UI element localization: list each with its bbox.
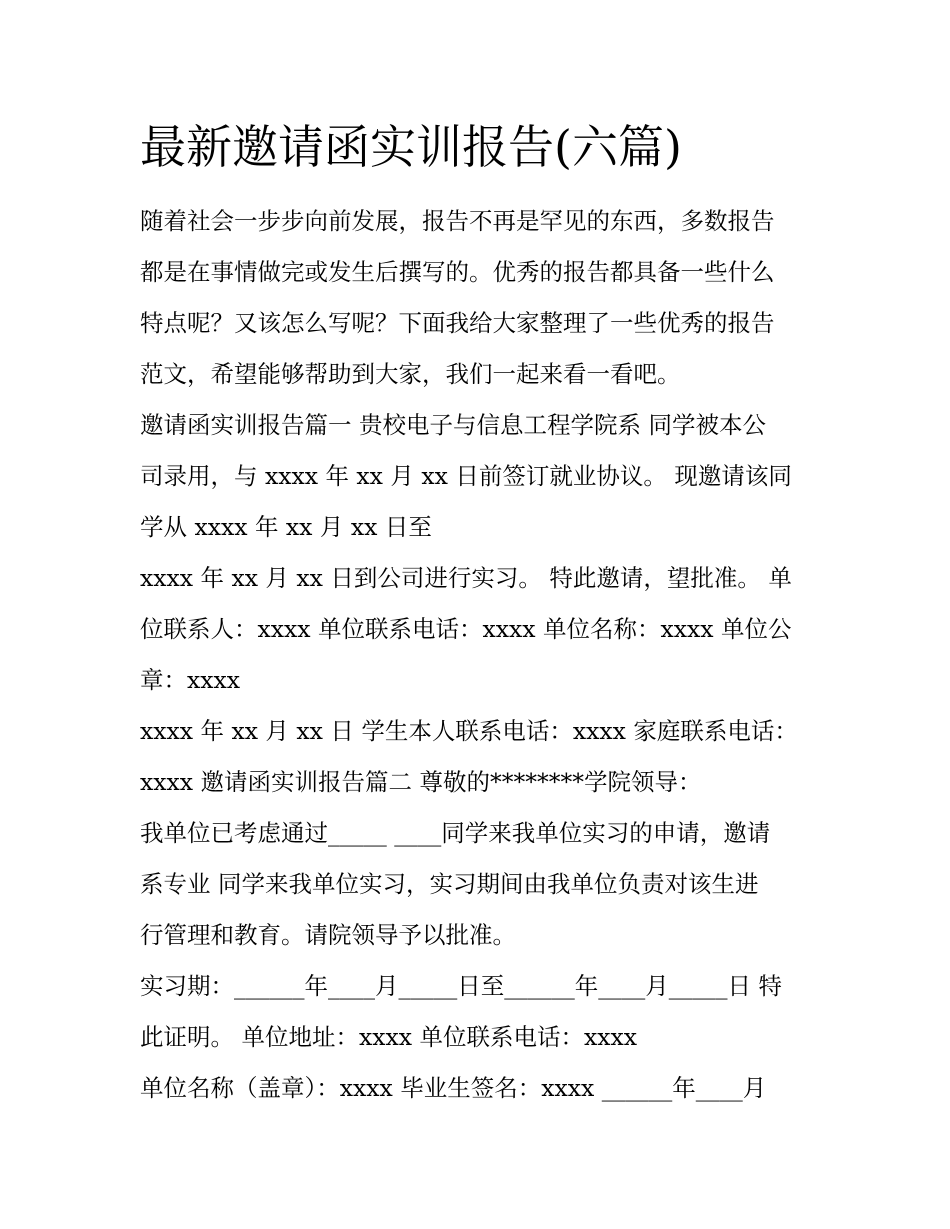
paragraph-line-1: 随着社会一步步向前发展，报告不再是罕见的东西，多数报告 <box>140 207 775 235</box>
paragraph-line-15: 行管理和教育。请院领导予以批准。 <box>140 921 516 949</box>
paragraph-line-9: 位联系人：xxxx 单位联系电话：xxxx 单位名称：xxxx 单位公 <box>140 615 792 643</box>
paragraph-line-14: 系专业 同学来我单位实习，实习期间由我单位负责对该生进 <box>140 870 759 898</box>
paragraph-line-10: 章：xxxx <box>140 666 241 694</box>
paragraph-line-5: 邀请函实训报告篇一 贵校电子与信息工程学院系 同学被本公 <box>140 411 766 439</box>
paragraph-line-13: 我单位已考虑通过_____ ____同学来我单位实习的申请，邀请 <box>140 819 771 847</box>
paragraph-line-7: 学从 xxxx 年 xx 月 xx 日至 <box>140 513 432 541</box>
paragraph-line-12: xxxx 邀请函实训报告篇二 尊敬的********学院领导： <box>140 768 702 796</box>
paragraph-line-2: 都是在事情做完或发生后撰写的。优秀的报告都具备一些什么 <box>140 258 775 286</box>
paragraph-line-16: 实习期：______年____月_____日至______年____月_____日 特 <box>140 972 782 1000</box>
paragraph-line-17: 此证明。 单位地址：xxxx 单位联系电话：xxxx <box>140 1023 637 1051</box>
paragraph-line-6: 司录用，与 xxxx 年 xx 月 xx 日前签订就业协议。 现邀请该同 <box>140 462 792 490</box>
paragraph-line-8: xxxx 年 xx 月 xx 日到公司进行实习。 特此邀请，望批准。 单 <box>140 564 792 592</box>
paragraph-line-18: 单位名称（盖章）：xxxx 毕业生签名：xxxx ______年____月 <box>140 1074 767 1102</box>
paragraph-line-3: 特点呢？又该怎么写呢？下面我给大家整理了一些优秀的报告 <box>140 309 775 337</box>
document-title: 最新邀请函实训报告(六篇) <box>140 120 682 174</box>
document-body <box>140 196 820 1114</box>
paragraph-line-4: 范文，希望能够帮助到大家，我们一起来看一看吧。 <box>140 360 681 388</box>
paragraph-line-11: xxxx 年 xx 月 xx 日 学生本人联系电话：xxxx 家庭联系电话： <box>140 717 798 745</box>
